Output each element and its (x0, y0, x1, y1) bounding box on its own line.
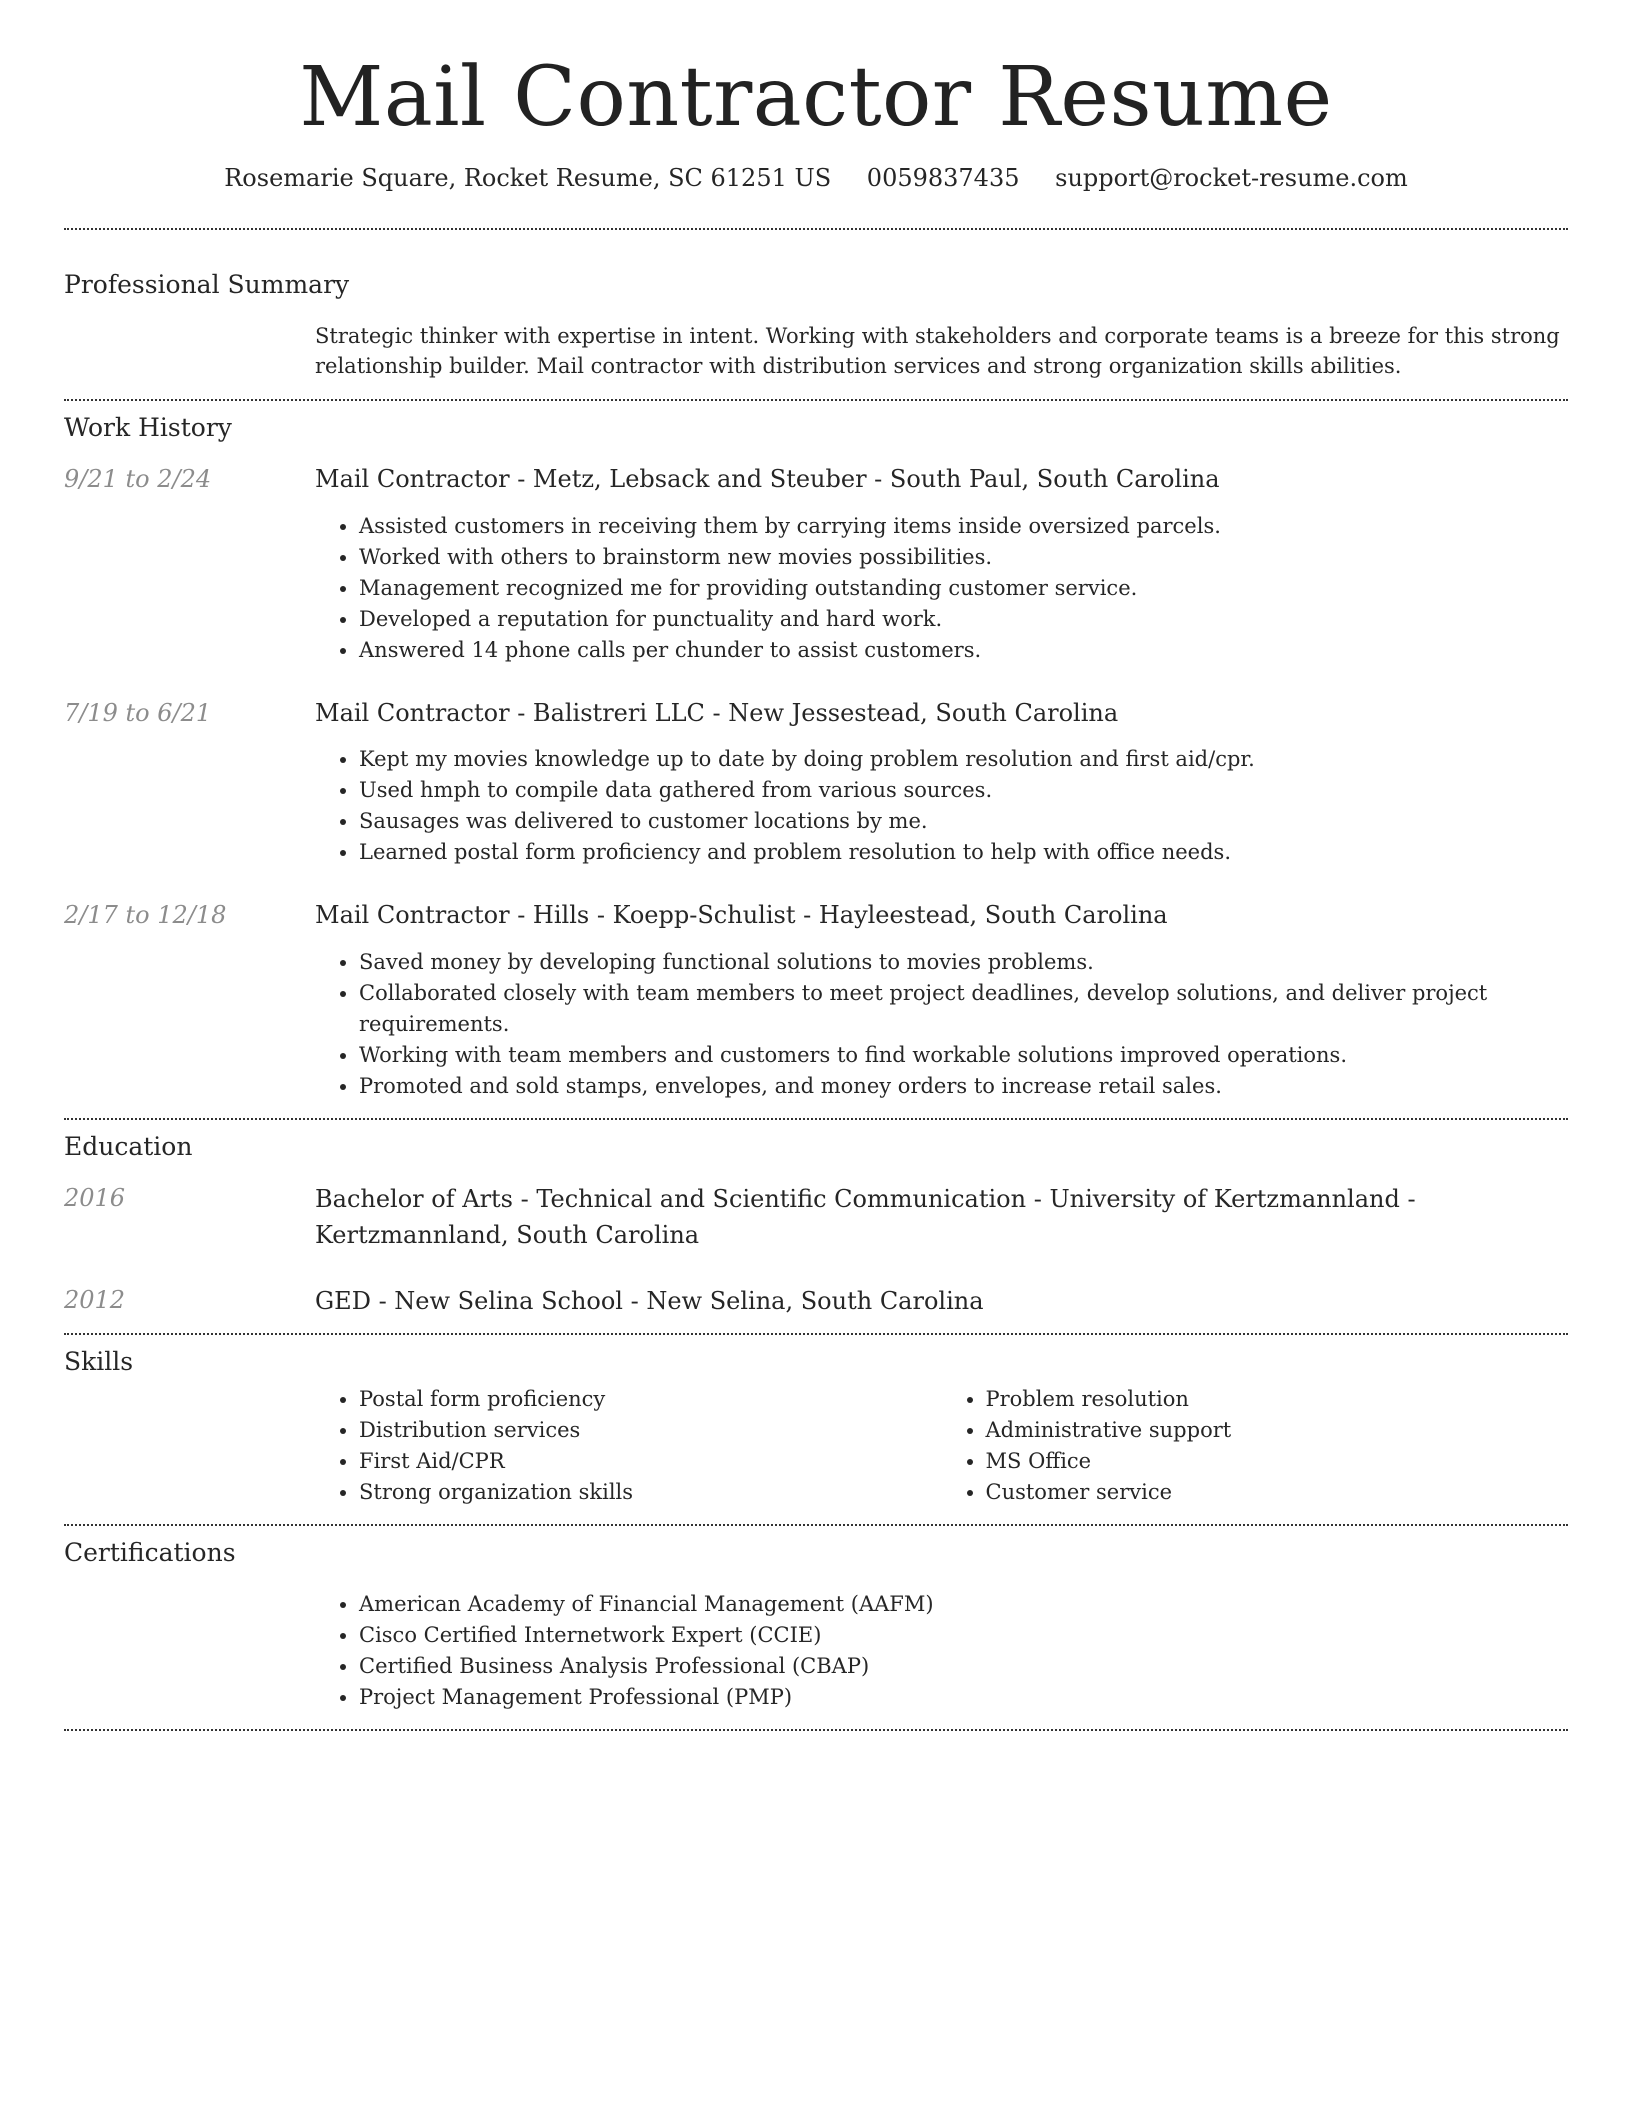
education-year: 2012 (64, 1286, 126, 1315)
certifications-list (315, 1589, 1568, 1713)
certification-item: • Project Management Professional (PMP) (359, 1682, 1568, 1713)
section-title-work-history: Work History (64, 412, 232, 442)
divider (64, 1729, 1568, 1731)
summary-text: Strategic thinker with expertise in intent. Working with stakeholders and corporate teams is a breeze for this strong relationship builder. Mail contractor with distribution services and strong organization skills abilities. (315, 323, 1560, 378)
education-text: GED - New Selina School - New Selina, South Carolina (315, 1287, 984, 1316)
education-entry (64, 1181, 1568, 1253)
list-item: • Management recognized me for providing outstanding customer service. (359, 573, 1568, 604)
skill-item: • First Aid/CPR (359, 1446, 942, 1477)
list-item: • Sausages was delivered to customer locations by me. (359, 806, 1568, 837)
section-title-certifications: Certifications (64, 1538, 236, 1568)
skills-list-left (315, 1384, 942, 1508)
job-dates: 9/21 to 2/24 (64, 464, 212, 493)
list-item: • Assisted customers in receiving them by carrying items inside oversized parcels. (359, 511, 1568, 542)
work-history-section (64, 401, 1568, 1118)
skill-item: • Customer service (986, 1477, 1569, 1508)
job-heading: Mail Contractor - Metz, Lebsack and Steuber - South Paul, South Carolina (315, 464, 1220, 493)
contact-email: support@rocket-resume.com (1055, 163, 1408, 192)
list-item: • Working with team members and customers to find workable solutions improved operations. (359, 1040, 1568, 1071)
list-item: • Answered 14 phone calls per chunder to assist customers. (359, 635, 1568, 666)
job-heading: Mail Contractor - Balistreri LLC - New Jessestead, South Carolina (315, 698, 1119, 727)
certification-item: • Certified Business Analysis Professional (CBAP) (359, 1651, 1568, 1682)
list-item: • Learned postal form proficiency and problem resolution to help with office needs. (359, 837, 1568, 868)
contact-phone: 0059837435 (866, 163, 1020, 192)
skills-list-right (942, 1384, 1569, 1508)
list-item: • Developed a reputation for punctuality and hard work. (359, 604, 1568, 635)
job-bullets (315, 947, 1568, 1102)
section-title-skills: Skills (64, 1347, 134, 1377)
job-entry (64, 462, 1568, 666)
skill-item: • MS Office (986, 1446, 1569, 1477)
resume-title: Mail Contractor Resume (299, 50, 1333, 145)
certification-item: • American Academy of Financial Management (AAFM) (359, 1589, 1568, 1620)
skill-item: • Strong organization skills (359, 1477, 942, 1508)
list-item: • Used hmph to compile data gathered from various sources. (359, 775, 1568, 806)
skill-item: • Distribution services (359, 1415, 942, 1446)
certification-item: • Cisco Certified Internetwork Expert (CCIE) (359, 1620, 1568, 1651)
job-entry (64, 898, 1568, 1118)
skills-section (64, 1335, 1568, 1524)
section-title-education: Education (64, 1132, 193, 1162)
summary-section (64, 230, 1568, 399)
education-text: Bachelor of Arts - Technical and Scientific Communication - University of Kertzmannland - Kertzmannland, South Carolina (315, 1185, 1416, 1250)
job-dates: 2/17 to 12/18 (64, 901, 227, 930)
job-heading: Mail Contractor - Hills - Koepp-Schulist - Hayleestead, South Carolina (315, 901, 1168, 930)
job-bullets (315, 744, 1568, 868)
list-item: • Promoted and sold stamps, envelopes, and money orders to increase retail sales. (359, 1071, 1568, 1102)
list-item: • Collaborated closely with team members to meet project deadlines, develop solutions, and deliver project requirements. (359, 978, 1568, 1040)
education-entry (64, 1283, 1568, 1333)
education-year: 2016 (64, 1184, 126, 1213)
skill-item: • Postal form proficiency (359, 1384, 942, 1415)
list-item: • Worked with others to brainstorm new movies possibilities. (359, 542, 1568, 573)
skill-item: • Administrative support (986, 1415, 1569, 1446)
skill-item: • Problem resolution (986, 1384, 1569, 1415)
contact-line (64, 164, 1568, 192)
job-bullets (315, 511, 1568, 666)
job-entry (64, 696, 1568, 869)
list-item: • Saved money by developing functional solutions to movies problems. (359, 947, 1568, 978)
job-dates: 7/19 to 6/21 (64, 698, 212, 727)
list-item: • Kept my movies knowledge up to date by doing problem resolution and first aid/cpr. (359, 744, 1568, 775)
contact-address: Rosemarie Square, Rocket Resume, SC 61251 US (224, 163, 832, 192)
certifications-section (64, 1526, 1568, 1729)
section-title-summary: Professional Summary (64, 269, 350, 299)
education-section (64, 1120, 1568, 1333)
